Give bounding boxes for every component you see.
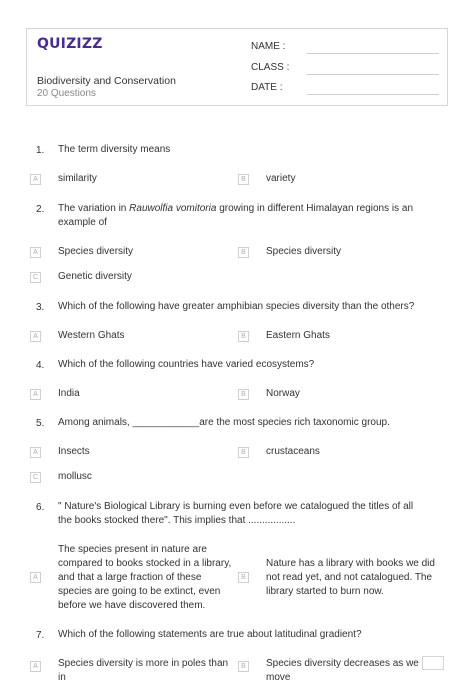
option-letter-box[interactable]: A: [30, 247, 41, 258]
option-text: variety: [266, 173, 296, 184]
option-letter-box[interactable]: B: [238, 572, 249, 583]
question-text: Which of the following countries have varied ecosystems?: [58, 359, 315, 370]
name-label: NAME :: [251, 41, 286, 52]
option-text: Species diversity: [58, 246, 134, 257]
option-text: Nature has a library with books we did not read yet, and not catalogued. The library started to burn now.: [266, 558, 435, 597]
class-label: CLASS :: [251, 62, 290, 73]
question-number: 1.: [36, 145, 45, 156]
option-text: Norway: [266, 388, 300, 399]
option-letter-box[interactable]: A: [30, 389, 41, 400]
option-letter-box[interactable]: B: [238, 389, 249, 400]
question-number: 6.: [36, 502, 45, 513]
option-text: Western Ghats: [58, 330, 125, 341]
option-letter-box[interactable]: B: [238, 331, 249, 342]
option-text: India: [58, 388, 80, 399]
worksheet-title: Biodiversity and Conservation: [37, 75, 176, 87]
option-letter-box[interactable]: B: [238, 247, 249, 258]
question-number: 2.: [36, 204, 45, 215]
question-count: 20 Questions: [37, 88, 96, 99]
question-number: 3.: [36, 302, 45, 313]
option-letter-box[interactable]: B: [238, 661, 249, 672]
option-text: mollusc: [58, 471, 92, 482]
option-text: crustaceans: [266, 446, 320, 457]
option-letter-box[interactable]: B: [238, 174, 249, 185]
date-field[interactable]: [307, 94, 439, 95]
question-text: The variation in Rauwolfia vomitoria growing in different Himalayan regions is an example of: [58, 203, 414, 228]
class-field[interactable]: [307, 74, 439, 75]
option-text: Insects: [58, 446, 90, 457]
page-corner-box: [422, 656, 444, 670]
option-letter-box[interactable]: C: [30, 472, 41, 483]
question-number: 4.: [36, 360, 45, 371]
option-letter-box[interactable]: A: [30, 661, 41, 672]
option-text: Eastern Ghats: [266, 330, 330, 341]
option-text: Species diversity is more in poles than in: [58, 658, 229, 683]
option-text: Species diversity: [266, 246, 342, 257]
option-letter-box[interactable]: A: [30, 572, 41, 583]
quizizz-logo: QUIZIZZ: [37, 36, 103, 52]
option-letter-box[interactable]: C: [30, 272, 41, 283]
option-letter-box[interactable]: B: [238, 447, 249, 458]
option-letter-box[interactable]: A: [30, 447, 41, 458]
name-field[interactable]: [307, 53, 439, 54]
question-text: Which of the following statements are true about latitudinal gradient?: [58, 629, 362, 640]
question-number: 7.: [36, 630, 45, 641]
question-text: Among animals, ____________are the most species rich taxonomic group.: [58, 417, 390, 428]
worksheet-header: [26, 28, 448, 106]
option-text: The species present in nature are compared to books stocked in a library, and that a large fraction of these species are going to be extinct, even before we have discovered them.: [58, 544, 232, 611]
option-text: Genetic diversity: [58, 271, 132, 282]
option-text: Species diversity decreases as we move: [266, 658, 419, 683]
option-text: similarity: [58, 173, 97, 184]
question-text: " Nature's Biological Library is burning even before we catalogued the titles of all the books stocked there". This implies that .................: [58, 501, 414, 526]
option-letter-box[interactable]: A: [30, 174, 41, 185]
question-number: 5.: [36, 418, 45, 429]
date-label: DATE :: [251, 82, 283, 93]
question-text: Which of the following have greater amphibian species diversity than the others?: [58, 301, 415, 312]
option-letter-box[interactable]: A: [30, 331, 41, 342]
question-text: The term diversity means: [58, 144, 171, 155]
